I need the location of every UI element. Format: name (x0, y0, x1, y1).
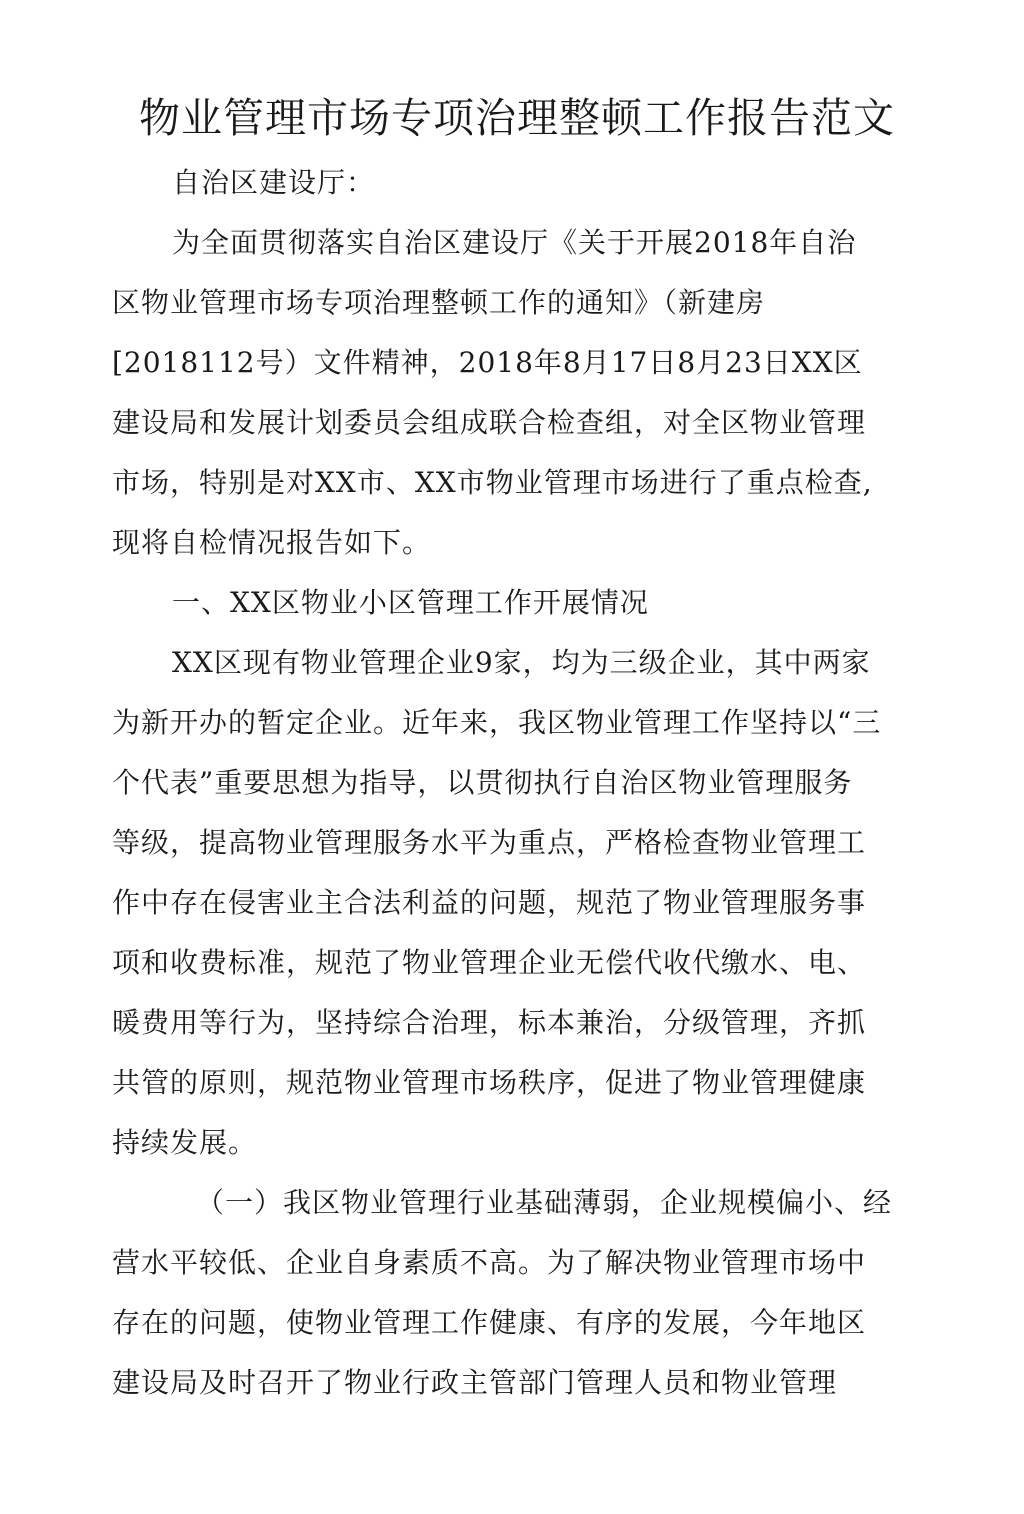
paragraph-line: 区物业管理市场专项治理整顿工作的通知》（新建房 (112, 286, 766, 319)
paragraph-line: 持续发展。 (112, 1126, 258, 1159)
paragraph-line: 为全面贯彻落实自治区建设厅《关于开展2018年自治 (172, 226, 857, 259)
subsection-line: （一）我区物业管理行业基础薄弱，企业规模偏小、经 (196, 1186, 893, 1219)
paragraph-line: 市场，特别是对XX市、XX市物业管理市场进行了重点检查, (112, 466, 873, 499)
document-title: 物业管理市场专项治理整顿工作报告范文 (139, 94, 895, 142)
paragraph-line: 作中存在侵害业主合法利益的问题，规范了物业管理服务事 (112, 886, 867, 919)
paragraph-line: 共管的原则，规范物业管理市场秩序，促进了物业管理健康 (112, 1066, 867, 1099)
paragraph-line: 等级，提高物业管理服务水平为重点，严格检查物业管理工 (112, 826, 867, 859)
paragraph-line: XX区现有物业管理企业9家，均为三级企业，其中两家 (172, 646, 871, 679)
paragraph-line: 存在的问题，使物业管理工作健康、有序的发展，今年地区 (112, 1306, 867, 1339)
paragraph-line: 营水平较低、企业自身素质不高。为了解决物业管理市场中 (112, 1246, 867, 1279)
paragraph-line: [2018112号）文件精神，2018年8月17日8月23日XX区 (112, 346, 863, 379)
paragraph-line: 项和收费标准，规范了物业管理企业无偿代收代缴水、电、 (112, 946, 867, 979)
paragraph-line: 暖费用等行为，坚持综合治理，标本兼治，分级管理，齐抓 (112, 1006, 867, 1039)
paragraph-line: 建设局和发展计划委员会组成联合检查组，对全区物业管理 (112, 406, 867, 439)
paragraph-line: 建设局及时召开了物业行政主管部门管理人员和物业管理 (112, 1366, 838, 1399)
paragraph-line: 现将自检情况报告如下。 (112, 526, 432, 559)
paragraph-line: 个代表”重要思想为指导，以贯彻执行自治区物业管理服务 (112, 766, 853, 799)
salutation: 自治区建设厅： (172, 166, 376, 199)
section-heading: 一、XX区物业小区管理工作开展情况 (172, 586, 649, 619)
paragraph-line: 为新开办的暂定企业。近年来，我区物业管理工作坚持以“三 (112, 706, 882, 739)
